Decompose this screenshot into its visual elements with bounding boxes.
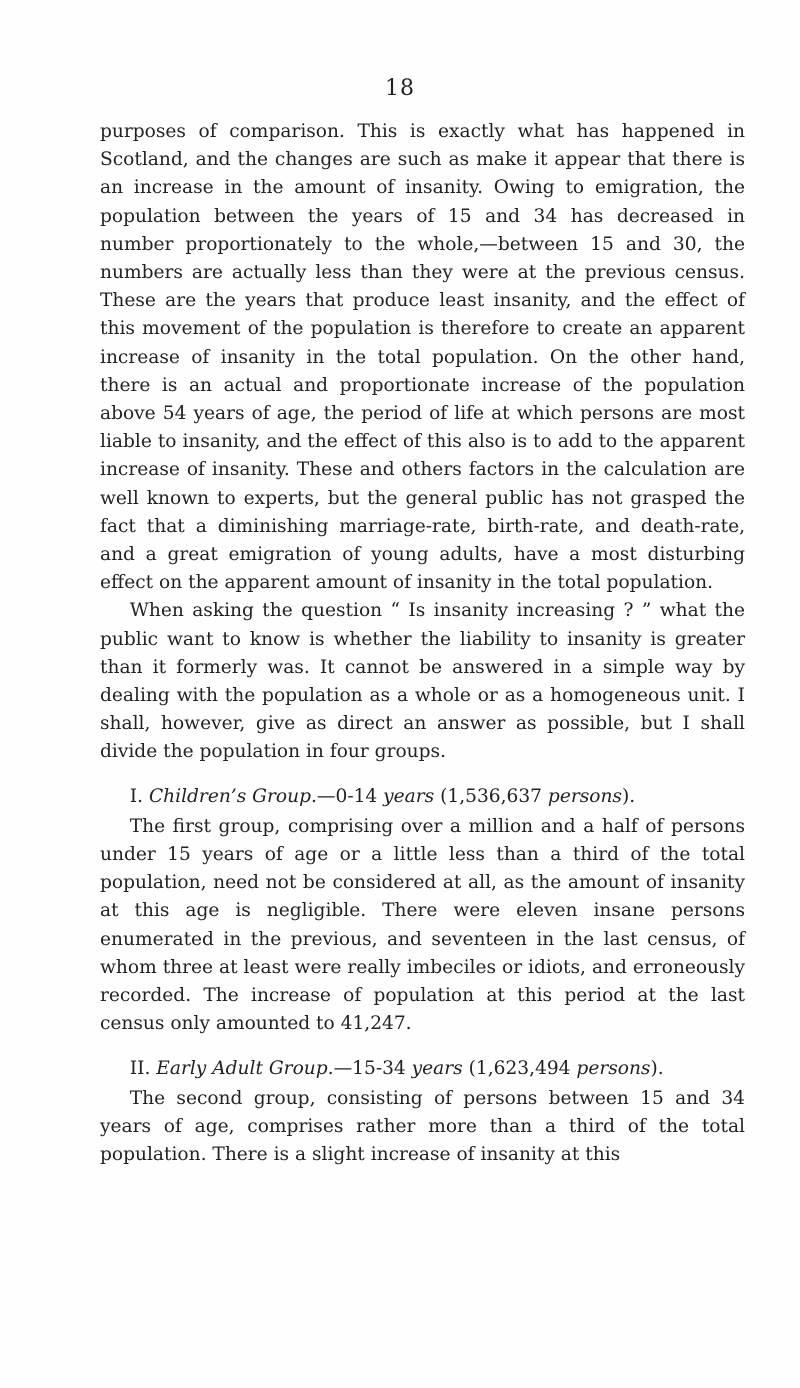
heading-numeral: I. — [129, 785, 144, 807]
heading-years-word: years — [383, 785, 435, 807]
heading-numeral: II. — [129, 1057, 151, 1079]
heading-count: (1,536,637 — [434, 785, 548, 807]
paragraph-early-adult-group: The second group, consisting of persons between 15 and 34 years of age, comprises rather more than a third of the total population. There is a slight increase of insanity at this — [100, 1087, 745, 1166]
heading-persons-word: persons — [576, 1057, 651, 1079]
paragraph-comparison: purposes of comparison. This is exactly what has happened in Scotland, and the changes are such as make it appear that there is an increase in the amount of insanity. Owing to emigration, the population between the years of 15 and 34 has decreased in number proportionately to the whole,—between 15 and 30, the numbers are actually less than they were at the previous census. These are the years that produce least insanity, and the effect of this movement of the population is therefore to create an apparent increase of insanity in the total population. On the other hand, there is an actual and proportionate increase of the population above 54 years of age, the period of life at which persons are most liable to insanity, and the effect of this also is to add to the apparent increase of insanity. These and others factors in the calculation are well known to experts, but the general public has not grasped the fact that a diminishing marriage-rate, birth-rate, and death-rate, and a great emigration of young adults, have a most disturbing effect on the apparent amount of insanity in the total population. — [100, 121, 745, 594]
heading-persons-word: persons — [547, 785, 622, 807]
paragraph-question: When asking the question “ Is insanity increasing ? ” what the public want to know is whether the liability to insanity is greater than it formerly was. It cannot be answered in a simple way by dealing with the population as a whole or as a homogeneous unit. I shall, however, give as direct an answer as possible, but I shall divide the population in four groups. — [100, 600, 745, 763]
heading-group-name: Early Adult Group. — [156, 1057, 334, 1079]
page-body — [100, 118, 745, 1169]
heading-age-range: —15-34 — [333, 1057, 412, 1079]
section-heading-early-adult — [100, 1055, 745, 1083]
heading-count: (1,623,494 — [462, 1057, 577, 1079]
page-number: 18 — [385, 76, 415, 101]
paragraph-children-group: The first group, comprising over a million and a half of persons under 15 years of age or a little less than a third of the total population, need not be considered at all, as the amount of insanity at this age is negligible. There were eleven insane persons enumerated in the previous, and seventeen in the last census, of whom three at least were really imbeciles or idiots, and erroneously recorded. The increase of population at this period at the last census only amounted to 41,247. — [100, 815, 745, 1035]
heading-close: ). — [621, 785, 636, 807]
heading-age-range: —0-14 — [316, 785, 384, 807]
heading-years-word: years — [411, 1057, 463, 1079]
heading-close: ). — [650, 1057, 664, 1079]
heading-group-name: Children’s Group. — [148, 785, 317, 807]
section-heading-children — [100, 783, 745, 811]
